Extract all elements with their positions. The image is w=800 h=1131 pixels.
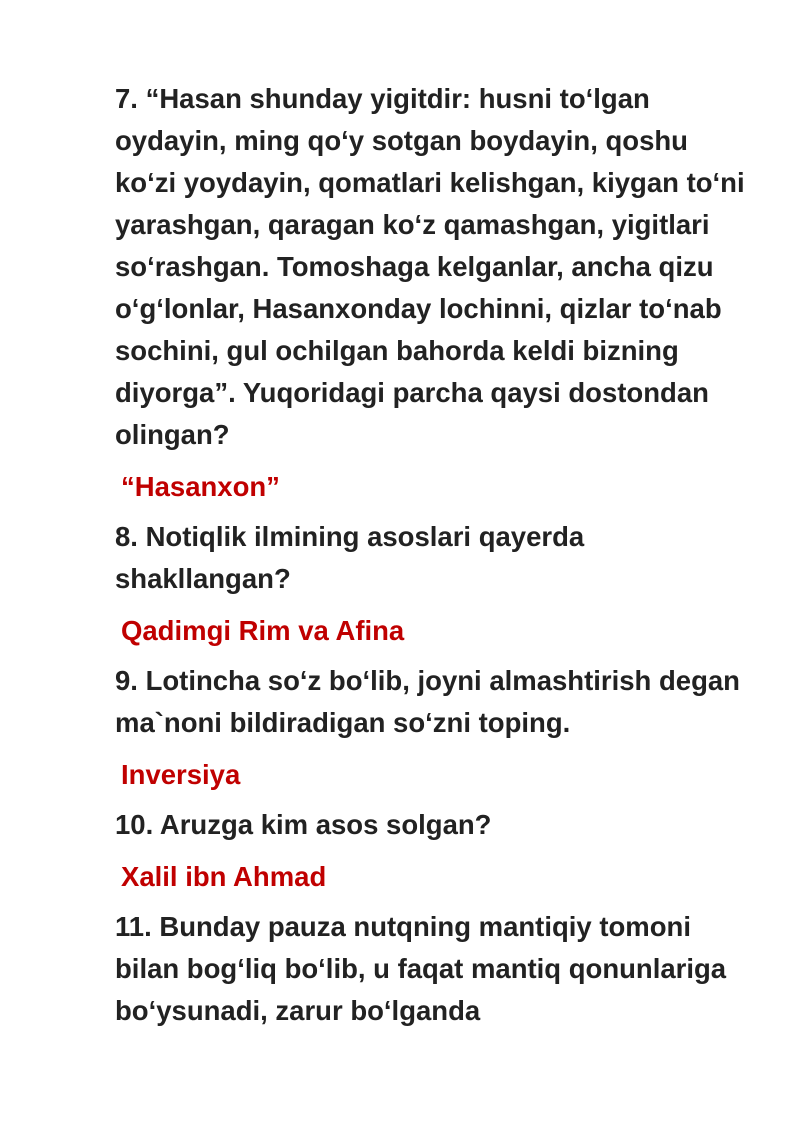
answer-7: “Hasanxon” bbox=[121, 471, 280, 502]
answer-8: Qadimgi Rim va Afina bbox=[121, 615, 405, 646]
answer-10: Xalil ibn Ahmad bbox=[121, 861, 327, 892]
question-11: 11. Bunday pauza nutqning mantiqiy tomoni bilan bog‘liq bo‘lib, u faqat mantiq qonunlariga bo‘ysunadi, zarur bo‘lganda bbox=[115, 911, 727, 1026]
answer-9: Inversiya bbox=[121, 759, 241, 790]
question-9: 9. Lotincha so‘z bo‘lib, joyni almashtirish degan ma`noni bildiradigan so‘zni toping. bbox=[115, 665, 740, 738]
question-10: 10. Aruzga kim asos solgan? bbox=[115, 809, 492, 840]
question-7: 7. “Hasan shunday yigitdir: husni to‘lgan oydayin, ming qo‘y sotgan boydayin, qoshu ko‘zi yoydayin, qomatlari kelishgan, kiygan to‘ni yarashgan, qaragan ko‘z qamashgan, yigitlari so‘rashgan. Tomoshaga kelganlar, ancha qizu o‘g‘lonlar, Hasanxonday lochinni, qizlar to‘nab sochini, gul ochilgan bahorda keldi bizning diyorga”. Yuqoridagi parcha qaysi dostondan olingan? bbox=[115, 83, 745, 450]
question-8: 8. Notiqlik ilmining asoslari qayerda shakllangan? bbox=[115, 521, 585, 594]
document-page bbox=[115, 78, 755, 1032]
